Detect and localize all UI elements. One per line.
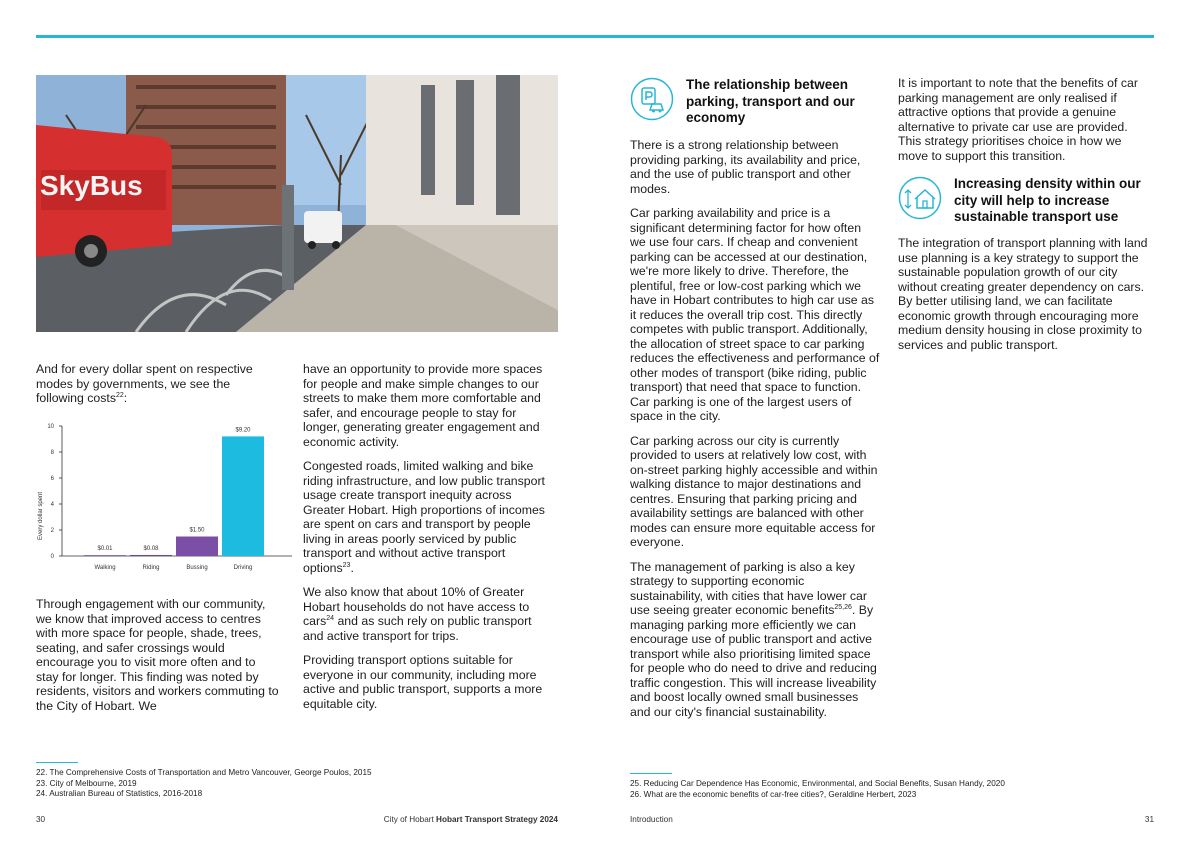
parking-car-icon	[630, 77, 674, 121]
right-column-bottom	[898, 236, 1148, 362]
footnote-ref-23: 23	[342, 561, 351, 569]
paragraph-inequity: Congested roads, limited walking and bike riding infrastructure, and low public transport usage create transport inequity across Greater Hobart. High proportions of incomes are spent on cars and transport by people living in areas poorly serviced by public transport and without active transport options$^{23}$.	[303, 459, 545, 575]
page-number-right: 31	[1144, 815, 1154, 824]
management-text-b: . By managing parking more efficiently we can encourage use of public transport and active transport while also prioritising limited space for people who do need to drive and reducing traffic congestion. This will increase liveability and boost locally owned small businesses and our city's financial sustainability.	[630, 603, 877, 719]
footnotes-left	[36, 768, 576, 800]
footnote-24: 24. Australian Bureau of Statistics, 2016-2018	[36, 789, 203, 798]
y-tick-label: 8	[50, 450, 54, 456]
households-text-a: We also know that about 10% of Greater Hobart households do not have access to cars	[303, 585, 530, 628]
footnote-ref-24: 24	[326, 614, 335, 622]
cost-per-dollar-bar-chart	[36, 418, 296, 578]
footnote-ref-22: 22	[115, 391, 124, 399]
house-density-icon	[898, 176, 942, 220]
households-text-b: and as such rely on public transport and active transport for trips.	[303, 614, 532, 643]
management-text-a: The management of parking is also a key strategy to supporting economic sustainability, with cities that have lower car use seeing greater economic benefits	[630, 559, 867, 617]
section-heading-parking: The relationship between parking, transport and our economy	[686, 77, 855, 125]
bar-driving	[222, 436, 264, 556]
bar-walking	[84, 555, 126, 556]
section-heading-density: Increasing density within our city will help to increase sustainable transport use	[954, 176, 1141, 224]
y-tick-label: 4	[50, 502, 54, 508]
y-axis-label: Every dollar spent	[38, 491, 44, 541]
category-label: Driving	[233, 565, 253, 571]
running-title	[380, 815, 558, 824]
left-column-1	[36, 362, 272, 416]
chart-intro-text: And for every dollar spent on respective modes by governments, we see the following costs	[36, 362, 253, 405]
top-accent-bar	[36, 35, 1154, 38]
publisher-name: City of Hobart	[383, 815, 437, 824]
paragraph-households	[303, 585, 545, 643]
page-number-left: 30	[36, 815, 46, 824]
paragraph-options: Providing transport options suitable for everyone in our community, including more active and public transport, supports a more equitable city.	[303, 653, 543, 711]
category-label: Walking	[94, 565, 116, 571]
footnote-26: 26. What are the economic benefits of car-free cities?, Geraldine Herbert, 2023	[630, 789, 917, 799]
inequity-text: Congested roads, limited walking and bike riding infrastructure, and low public transport usage create transport inequity across Greater Hobart. High proportions of incomes are spent on cars and transport by people living in areas poorly serviced by public transport and without active transport options	[303, 459, 545, 575]
section-name: Introduction	[630, 815, 673, 824]
paragraph-integration: The integration of transport planning with land use planning is a key strategy to support the sustainable population growth of our city without creating greater dependency on cars. By better utilising land, we can facilitate economic growth through encouraging more medium density housing in close proximity to services and public transport.	[898, 236, 1148, 352]
footnote-divider-left	[36, 762, 78, 763]
footnote-ref-25-26: 25,26	[834, 603, 852, 611]
footnote-23: 23. City of Melbourne, 2019	[36, 778, 137, 788]
bar-riding	[130, 555, 172, 556]
bar-value-label: $9.20	[235, 427, 251, 434]
footnote-25: 25. Reducing Car Dependence Has Economic, Environmental, and Social Benefits, Susan Handy, 2020	[630, 779, 1005, 788]
street-photo	[36, 75, 558, 332]
y-tick-label: 10	[47, 424, 54, 430]
category-label: Bussing	[186, 565, 208, 571]
paragraph-low-cost: Car parking across our city is currently provided to users at relatively low cost, with on-street parking highly accessible and within walking distance to major destinations and centres. Ensuring that parking pricing and availability settings are balanced with other modes can ensure more equitable access for everyone.	[630, 433, 878, 549]
paragraph-management	[630, 560, 880, 720]
y-tick-label: 6	[50, 476, 54, 482]
middle-column	[630, 138, 880, 729]
engagement-paragraph: Through engagement with our community, we know that improved access to centres with more space for people, shade, trees, seating, and safer crossings would encourage you to visit more often and to stay for longer. This finding was noted by residents, visitors and workers commuting to the City of Hobart. We	[36, 597, 279, 713]
y-tick-label: 2	[50, 528, 54, 534]
bar-value-label: $0.01	[97, 546, 113, 553]
left-column-1-bottom	[36, 597, 281, 723]
paragraph-availability: Car parking availability and price is a significant determining factor for how often we use four cars. If cheap and convenient parking can be accessed at our destination, we're more likely to drive. Therefore, the plentiful, free or low-cost parking which we have in Hobart contributes to high car use as it reduces the overall trip cost. This directly competes with public transport. Additionally, the allocation of street space to car parking reduces the effectiveness and performance of other modes of transport (bike riding, public transport) that need that space to function. Car parking is one of the largest users of space in the city.	[630, 206, 880, 423]
paragraph-relationship: There is a strong relationship between providing parking, its availability and price, and the use of public transport and other modes.	[630, 138, 861, 196]
paragraph-benefits: It is important to note that the benefits of car parking management are only realised if attractive options that provide a genuine alternative to private car use are provided. This strategy prioritises choice in how we move to support this transition.	[898, 76, 1138, 163]
bar-bussing	[176, 537, 218, 557]
bar-value-label: $0.08	[143, 545, 159, 552]
left-column-2	[303, 362, 545, 721]
document-title: Hobart Transport Strategy 2024	[436, 815, 558, 824]
footnote-22: 22. The Comprehensive Costs of Transportation and Metro Vancouver, George Poulos, 2015	[36, 768, 372, 777]
bus-sign: SkyBus	[40, 170, 143, 201]
category-label: Riding	[142, 565, 160, 571]
footnotes-right	[630, 779, 1150, 800]
right-column-top	[898, 76, 1148, 173]
y-tick-label: 0	[50, 554, 54, 560]
bar-value-label: $1.50	[189, 527, 205, 534]
footnote-divider-right	[630, 773, 672, 774]
chart-intro-paragraph: And for every dollar spent on respective modes by governments, we see the following costs$^{22}$:	[36, 362, 253, 405]
paragraph-spaces: have an opportunity to provide more spaces for people and make simple changes to our streets to make them more comfortable and safer, and encourage people to stay for longer, generating greater engagement and economic activity.	[303, 362, 543, 449]
